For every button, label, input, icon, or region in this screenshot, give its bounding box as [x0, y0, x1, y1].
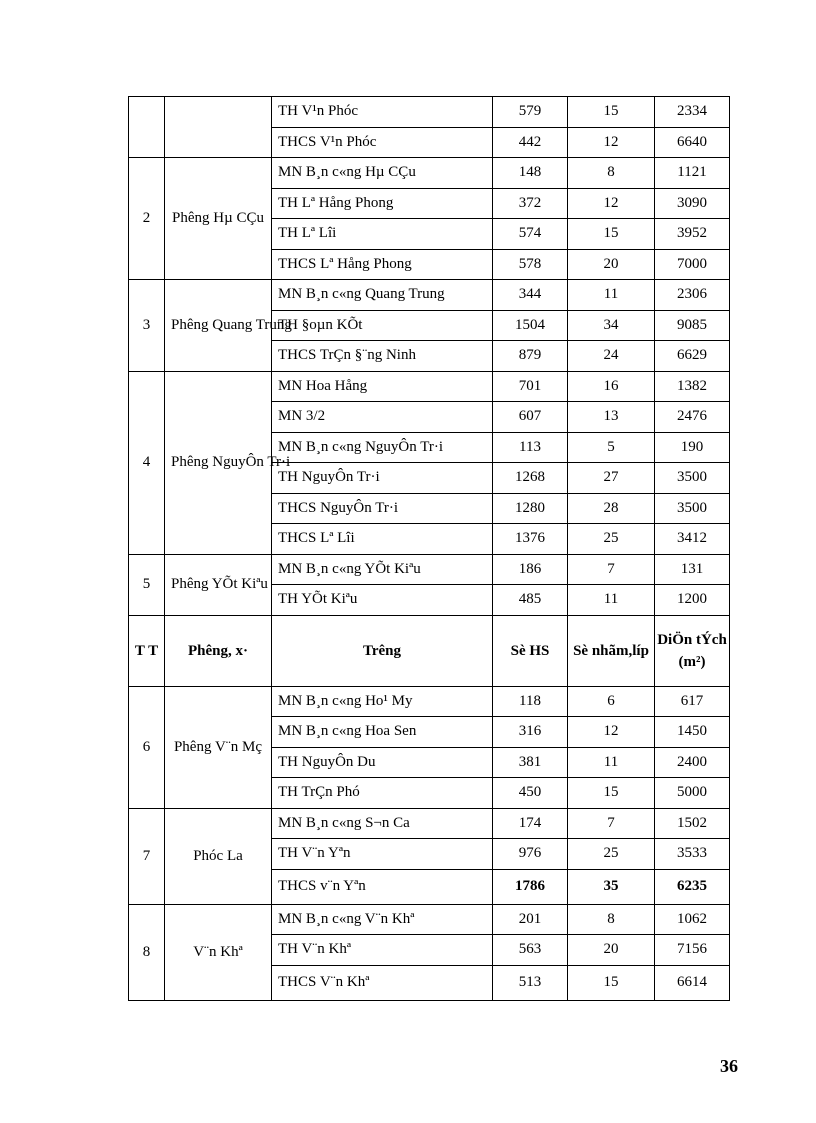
area-cell: 2306: [655, 280, 730, 311]
groups-cell: 12: [568, 127, 655, 158]
students-cell: 442: [493, 127, 568, 158]
table-row: [129, 158, 730, 189]
area-cell: 7000: [655, 249, 730, 280]
school-cell: THCS NguyÔn Tr·i: [272, 493, 493, 524]
students-cell: 201: [493, 904, 568, 935]
tt-cell: 8: [129, 904, 165, 1000]
students-cell: 578: [493, 249, 568, 280]
ward-cell: Phóc La: [165, 808, 272, 904]
area-cell: 1450: [655, 717, 730, 748]
groups-cell: 8: [568, 158, 655, 189]
students-cell: 174: [493, 808, 568, 839]
tt-cell: 5: [129, 554, 165, 615]
students-cell: 879: [493, 341, 568, 372]
students-cell: 607: [493, 402, 568, 433]
table-row: [129, 554, 730, 585]
tt-cell: 2: [129, 158, 165, 280]
school-cell: TH NguyÔn Du: [272, 747, 493, 778]
area-cell: 1062: [655, 904, 730, 935]
table-row: [129, 97, 730, 128]
area-cell: 9085: [655, 310, 730, 341]
area-cell: 3533: [655, 839, 730, 870]
school-cell: MN B¸n c«ng S¬n Ca: [272, 808, 493, 839]
groups-cell: 15: [568, 778, 655, 809]
groups-cell: 7: [568, 808, 655, 839]
groups-cell: 25: [568, 524, 655, 555]
tt-cell: 7: [129, 808, 165, 904]
groups-cell: 12: [568, 188, 655, 219]
area-cell: 3412: [655, 524, 730, 555]
school-cell: THCS v¨n Yªn: [272, 869, 493, 904]
table-row: [129, 808, 730, 839]
school-cell: THCS TrÇn §¨ng Ninh: [272, 341, 493, 372]
groups-cell: 34: [568, 310, 655, 341]
header-ward: Phêng, x·: [165, 615, 272, 686]
groups-cell: 15: [568, 219, 655, 250]
area-cell: 131: [655, 554, 730, 585]
students-cell: 1280: [493, 493, 568, 524]
groups-cell: 11: [568, 747, 655, 778]
students-cell: 316: [493, 717, 568, 748]
area-cell: 3500: [655, 493, 730, 524]
ward-cell: Phêng NguyÔn Tr·i: [165, 371, 272, 554]
students-cell: 186: [493, 554, 568, 585]
school-cell: TH TrÇn Phó: [272, 778, 493, 809]
page-number: 36: [720, 1056, 738, 1076]
school-cell: MN B¸n c«ng Ho¹ My: [272, 686, 493, 717]
ward-cell: Phêng V¨n Mç: [165, 686, 272, 808]
school-cell: TH V¹n Phóc: [272, 97, 493, 128]
groups-cell: 6: [568, 686, 655, 717]
school-cell: MN B¸n c«ng YÕt Kiªu: [272, 554, 493, 585]
area-cell: 6614: [655, 965, 730, 1000]
ward-cell: Phêng YÕt Kiªu: [165, 554, 272, 615]
school-table: [128, 96, 730, 1001]
ward-cell: Phêng Hµ CÇu: [165, 158, 272, 280]
area-cell: 1121: [655, 158, 730, 189]
students-cell: 148: [493, 158, 568, 189]
groups-cell: 20: [568, 935, 655, 966]
school-cell: TH YÕt Kiªu: [272, 585, 493, 616]
tt-cell: 6: [129, 686, 165, 808]
students-cell: 381: [493, 747, 568, 778]
area-cell: 6235: [655, 869, 730, 904]
school-cell: TH NguyÔn Tr·i: [272, 463, 493, 494]
school-cell: TH Lª Lîi: [272, 219, 493, 250]
groups-cell: 25: [568, 839, 655, 870]
groups-cell: 13: [568, 402, 655, 433]
groups-cell: 16: [568, 371, 655, 402]
school-cell: MN B¸n c«ng Quang Trung: [272, 280, 493, 311]
students-cell: 485: [493, 585, 568, 616]
area-cell: 1382: [655, 371, 730, 402]
groups-cell: 7: [568, 554, 655, 585]
header-school: Trêng: [272, 615, 493, 686]
students-cell: 701: [493, 371, 568, 402]
school-cell: TH V¨n Khª: [272, 935, 493, 966]
school-cell: MN B¸n c«ng NguyÔn Tr·i: [272, 432, 493, 463]
table-row: [129, 686, 730, 717]
school-cell: THCS V¨n Khª: [272, 965, 493, 1000]
students-cell: 574: [493, 219, 568, 250]
area-cell: 5000: [655, 778, 730, 809]
area-cell: 6640: [655, 127, 730, 158]
school-cell: MN 3/2: [272, 402, 493, 433]
school-cell: THCS V¹n Phóc: [272, 127, 493, 158]
header-groups: Sè nhãm,líp: [568, 615, 655, 686]
header-area: DiÖn tÝch (m²): [655, 615, 730, 686]
students-cell: 563: [493, 935, 568, 966]
groups-cell: 35: [568, 869, 655, 904]
area-cell: 2400: [655, 747, 730, 778]
tt-cell: 4: [129, 371, 165, 554]
students-cell: 513: [493, 965, 568, 1000]
school-cell: MN B¸n c«ng Hµ CÇu: [272, 158, 493, 189]
school-cell: TH V¨n Yªn: [272, 839, 493, 870]
tt-cell: 3: [129, 280, 165, 372]
groups-cell: 15: [568, 97, 655, 128]
table-row: [129, 371, 730, 402]
students-cell: 976: [493, 839, 568, 870]
students-cell: 1376: [493, 524, 568, 555]
school-cell: MN B¸n c«ng Hoa Sen: [272, 717, 493, 748]
area-cell: 2334: [655, 97, 730, 128]
students-cell: 113: [493, 432, 568, 463]
table-row: [129, 280, 730, 311]
school-cell: THCS Lª Hång Phong: [272, 249, 493, 280]
school-cell: THCS Lª Lîi: [272, 524, 493, 555]
groups-cell: 5: [568, 432, 655, 463]
groups-cell: 15: [568, 965, 655, 1000]
groups-cell: 11: [568, 585, 655, 616]
groups-cell: 8: [568, 904, 655, 935]
groups-cell: 24: [568, 341, 655, 372]
area-cell: 617: [655, 686, 730, 717]
students-cell: 1786: [493, 869, 568, 904]
groups-cell: 11: [568, 280, 655, 311]
students-cell: 1268: [493, 463, 568, 494]
school-cell: MN B¸n c«ng V¨n Khª: [272, 904, 493, 935]
school-cell: MN Hoa Hång: [272, 371, 493, 402]
area-cell: 3500: [655, 463, 730, 494]
students-cell: 372: [493, 188, 568, 219]
area-cell: 2476: [655, 402, 730, 433]
tt-cell: [129, 97, 165, 158]
groups-cell: 27: [568, 463, 655, 494]
table-row: [129, 904, 730, 935]
students-cell: 450: [493, 778, 568, 809]
ward-cell: [165, 97, 272, 158]
groups-cell: 20: [568, 249, 655, 280]
area-cell: 1502: [655, 808, 730, 839]
area-cell: 3090: [655, 188, 730, 219]
table-header-row: [129, 615, 730, 686]
area-cell: 3952: [655, 219, 730, 250]
area-cell: 6629: [655, 341, 730, 372]
groups-cell: 12: [568, 717, 655, 748]
area-cell: 7156: [655, 935, 730, 966]
ward-cell: V¨n Khª: [165, 904, 272, 1000]
students-cell: 344: [493, 280, 568, 311]
groups-cell: 28: [568, 493, 655, 524]
area-cell: 1200: [655, 585, 730, 616]
header-students: Sè HS: [493, 615, 568, 686]
students-cell: 579: [493, 97, 568, 128]
header-tt: T T: [129, 615, 165, 686]
area-cell: 190: [655, 432, 730, 463]
school-cell: TH §oµn KÕt: [272, 310, 493, 341]
students-cell: 118: [493, 686, 568, 717]
ward-cell: Phêng Quang Trung: [165, 280, 272, 372]
students-cell: 1504: [493, 310, 568, 341]
school-cell: TH Lª Hång Phong: [272, 188, 493, 219]
